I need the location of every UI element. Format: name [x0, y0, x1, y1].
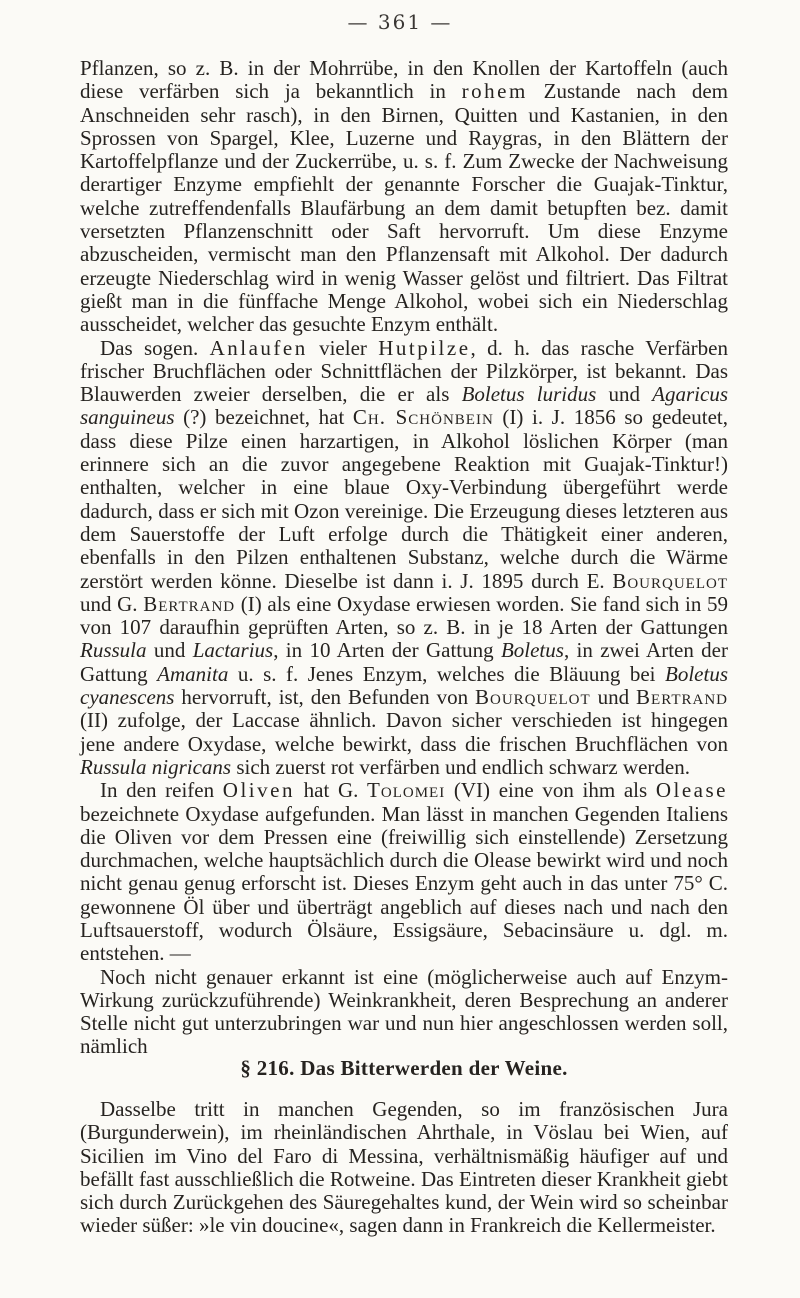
paragraph-continuation: Pflanzen, so z. B. in der Mohrrübe, in den Knollen der Kartoffeln (auch diese verfärben sich ja bekanntlich in rohem Zustande nach dem Anschneiden sehr rasch), in den Birnen, Quitten und Kastanien, in den Sprossen von Spargel, Klee, Luzerne und Raygras, in den Blättern der Kartoffelpflanze und der Zuckerrübe, u. s. f. Zum Zwecke der Nachweisung derartiger Enzyme empfiehlt der genannte Forscher die Guajak-Tinktur, welche zutreffendenfalls Blaufärbung an dem damit betupften bez. damit versetzten Pflanzenschnitt oder Saft hervorruft. Um diese Enzyme abzuscheiden, vermischt man den Pflanzensaft mit Alkohol. Der dadurch erzeugte Niederschlag wird in wenig Wasser gelöst und filtriert. Das Filtrat gießt man in die fünffache Menge Alkohol, wobei sich ein Niederschlag ausscheidet, welcher das gesuchte Enzym enthält. — [80, 56, 728, 337]
author-bourquelot: Bourquelot — [612, 568, 728, 593]
paragraph-weinkrankheit: Noch nicht genauer erkannt ist eine (möglicherweise auch auf Enzym-Wirkung zurückzuführende) Weinkrankheit, deren Besprechung an anderer Stelle nicht gut unterzubringen war und nun hier angeschlossen werden soll, nämlich — [80, 964, 728, 1059]
taxon-amanita: Amanita — [157, 661, 229, 686]
author-schoenbein: Ch. Schönbein — [352, 405, 494, 430]
emphasis-olease: Olease — [655, 778, 728, 803]
main-text — [80, 57, 728, 1059]
author-bertrand: Bertrand — [143, 591, 236, 616]
emphasis-oliven: Oliven — [222, 778, 295, 803]
taxon-boletus: Boletus — [500, 638, 564, 663]
author-bourquelot: Bourquelot — [475, 685, 591, 710]
taxon-russula-nigricans: Russula nigricans — [80, 754, 232, 779]
author-tolomei: Tolomei — [367, 778, 446, 803]
paragraph-hutpilze: Das sogen. Anlaufen vieler Hutpilze, d. h. das rasche Verfärben frischer Bruchflächen oder Schnittflächen der Pilzkörper, ist bekannt. Das Blauwerden zweier derselben, die er als Boletus luridus und Agaricus sanguineus (?) bezeichnet, hat Ch. Schönbein (I) i. J. 1856 so gedeutet, dass diese Pilze einen harzartigen, in Alkohol löslichen Körper (man erinnere sich an die zuvor angegebene Reaktion mit Guajak-Tinktur!) enthalten, welcher in eine blaue Oxy-Verbindung übergeführt werde dadurch, dass er sich mit Ozon vereinige. Die Erzeugung dieses letzteren aus dem Sauerstoffe der Luft erfolge durch die Thätigkeit einer anderen, ebenfalls in den Pilzen enthaltenen Substanz, welche durch die Wärme zerstört werden könne. Dieselbe ist dann i. J. 1895 durch E. Bourquelot und G. Bertrand (I) als eine Oxydase erwiesen worden. Sie fand sich in 59 von 107 daraufhin geprüften Arten, so z. B. in je 18 Arten der Gattungen Russula und Lactarius, in 10 Arten der Gattung Boletus, in zwei Arten der Gattung Amanita u. s. f. Jenes Enzym, welches die Bläuung bei Boletus cyanescens hervorruft, ist, den Befunden von Bourquelot und Bertrand (II) zufolge, der Laccase ähnlich. Davon sicher verschieden ist hingegen jene andere Oxydase, welche bewirkt, dass die frischen Bruchflächen von Russula nigricans sich zuerst rot verfärben und endlich schwarz werden. — [80, 335, 728, 779]
taxon-russula: Russula — [80, 638, 147, 663]
emphasis-anlaufen: Anlaufen — [209, 335, 308, 360]
author-bertrand: Bertrand — [636, 685, 728, 710]
emphasis-hutpilze: Hutpilze — [378, 335, 471, 360]
paragraph-oliven: In den reifen Oliven hat G. Tolomei (VI) eine von ihm als Olease bezeichnete Oxydase aufgefunden. Man lässt in manchen Gegenden Italiens die Oliven vor dem Pressen eine (freiwillig sich einstellende) Zersetzung durchmachen, welche hauptsächlich durch die Olease bewirkt wird und noch nicht genau genug erforscht ist. Dieses Enzym geht auch in das unter 75° C. gewonnene Öl über und überträgt angeblich auf dieses nach und nach den Luftsauerstoff, wodurch Ölsäure, Essigsäure, Sebacinsäure u. dgl. m. entstehen. — — [80, 778, 728, 966]
paragraph-bitterwerden: Dasselbe tritt in manchen Gegenden, so im französischen Jura (Burgunderwein), im rheinländischen Ahrthale, in Vöslau bei Wien, auf Sicilien im Vino del Faro di Messina, verhältnismäßig häufiger auf und befällt fast ausschließlich die Rotweine. Das Eintreten dieser Krankheit giebt sich durch Zurückgehen des Säuregehaltes kund, der Wein wird so scheinbar wieder süßer: »le vin doucine«, sagen dann in Frankreich die Kellermeister. — [80, 1097, 728, 1238]
taxon-lactarius: Lactarius — [192, 638, 274, 663]
page-number: — 361 — — [347, 10, 453, 34]
emphasis-rohem: rohem — [461, 79, 528, 104]
taxon-boletus-luridus: Boletus luridus — [461, 382, 597, 407]
section-text — [80, 1098, 728, 1238]
taxon-agaricus-sanguineus: Agaricus sanguineus — [80, 382, 728, 430]
taxon-boletus-cyanescens: Boletus cyanescens — [80, 661, 728, 710]
section-heading: § 216. Das Bitterwerden der Weine. — [240, 1056, 568, 1080]
